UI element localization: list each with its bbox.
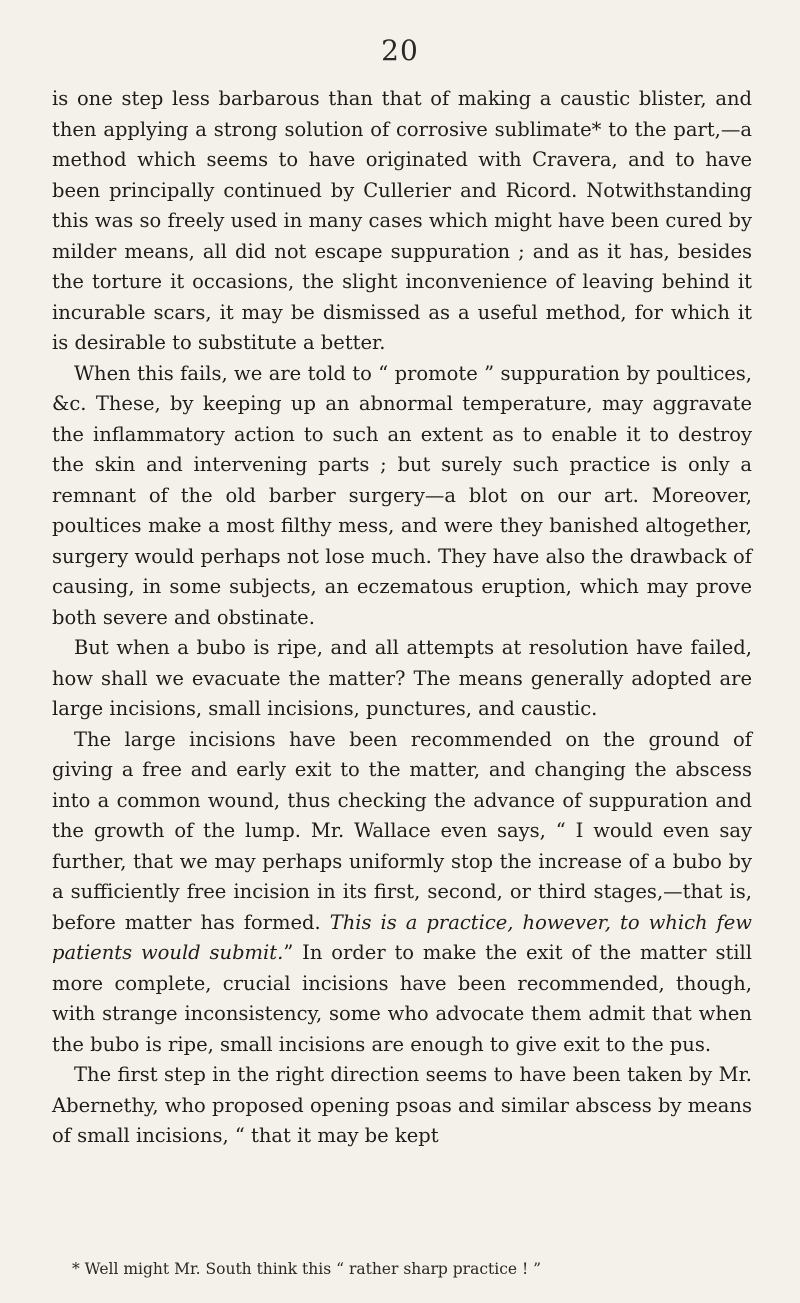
paragraph: But when a bubo is ripe, and all attempts at resolution have failed, how shall we evacuate the matter? The means generally adopted are large incisions, small incisions, punctures, and caustic.: [52, 636, 752, 720]
paragraph: When this fails, we are told to “ promote ” suppuration by poultices, &c. These, by keeping up an abnormal temperature, may aggravate the inflammatory action to such an extent as to enable it to destroy the skin and intervening parts ; but surely such practice is only a remnant of the old barber surgery—a blot on our art. Moreover, poultices make a most filthy mess, and were they banished altogether, surgery would perhaps not lose much. They have also the drawback of causing, in some subjects, an eczematous eruption, which may prove both severe and obstinate.: [52, 361, 752, 629]
page-number: 20: [381, 34, 419, 67]
paragraph: is one step less barbarous than that of making a caustic blister, and then applying a strong solution of corrosive sublimate* to the part,—a method which seems to have originated with Cravera, and to have been principally continued by Cullerier and Ricord. Notwithstanding this was so freely used in many cases which might have been cured by milder means, all did not escape suppuration ; and as it has, besides the torture it occasions, the slight inconvenience of leaving behind it incurable scars, it may be dismissed as a useful method, for which it is desirable to substitute a better.: [52, 87, 752, 354]
body-text: [52, 84, 752, 1152]
paragraph: The first step in the right direction seems to have been taken by Mr. Abernethy, who proposed opening psoas and similar abscess by means of small incisions, “ that it may be kept: [52, 1063, 752, 1147]
italic-quote: This is a practice, however, to which few patients would submit.: [52, 910, 753, 964]
paragraph-text: The large incisions have been recommended on the ground of giving a free and early exit to the matter, and changing the abscess into a common wound, thus checking the advance of suppuration and the growth of the lump. Mr. Wallace even says, “ I would even say further, that we may perhaps uniformly stop the increase of a bubo by a sufficiently free incision in its first, second, or third stages,—that is, before matter has formed.: [52, 727, 752, 934]
paragraph-text: ” In order to make the exit of the matter still more complete, crucial incisions have been recommended, though, with strange inconsistency, some who advocate them admit that when the bubo is ripe, small incisions are enough to give exit to the pus.: [52, 941, 753, 1056]
paragraph: [52, 725, 752, 1061]
footnote: * Well might Mr. South think this “ rather sharp practice ! ”: [72, 1260, 542, 1278]
